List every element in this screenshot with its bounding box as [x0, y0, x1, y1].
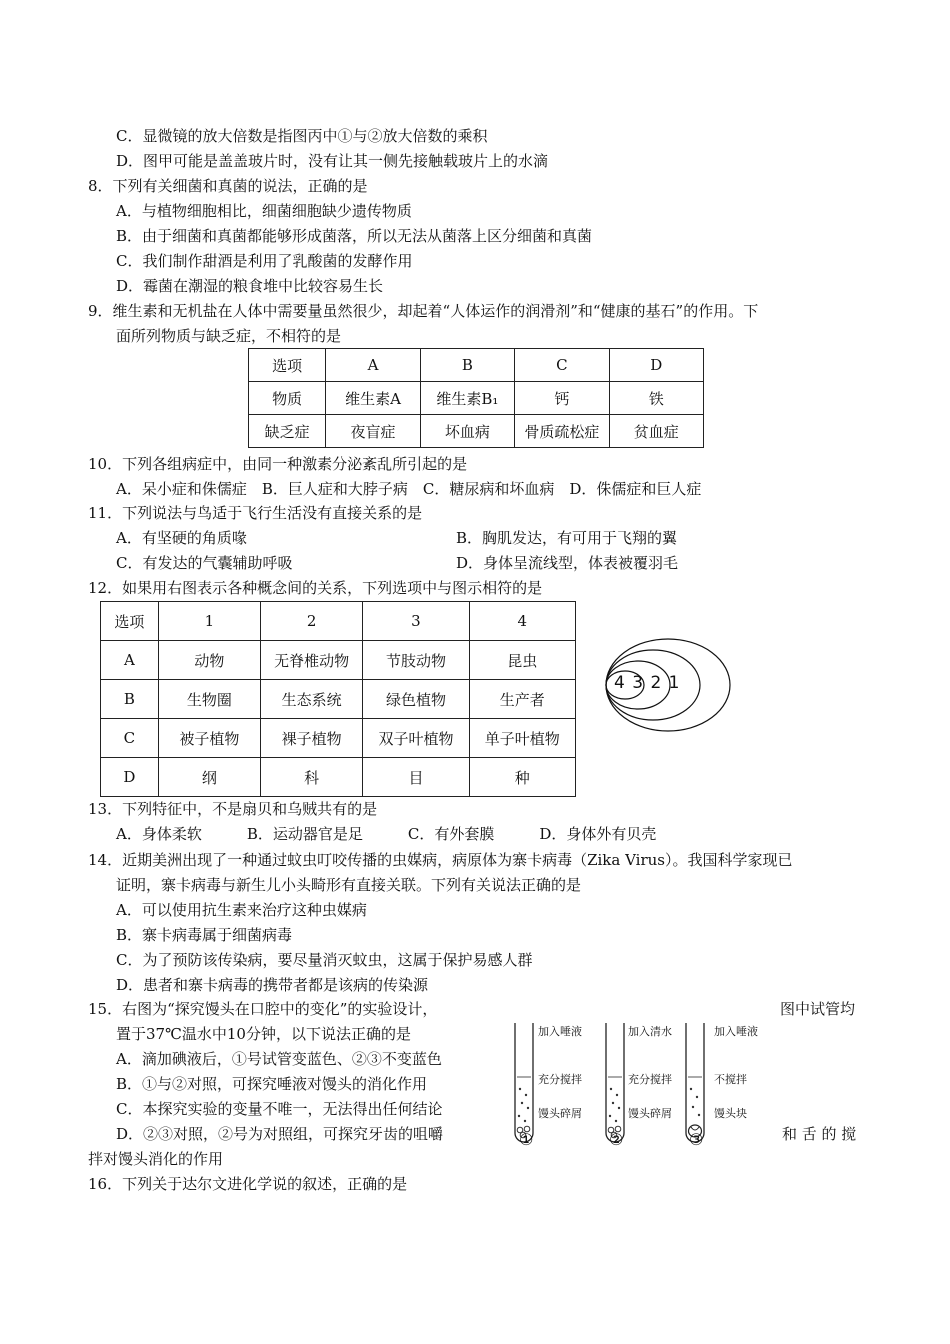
q12-cell: 绿色植物	[363, 680, 469, 719]
q8-option-b: B．由于细菌和真菌都能够形成菌落，所以无法从菌落上区分细菌和真菌	[116, 227, 593, 245]
q12-cell: 生物圈	[158, 680, 260, 719]
q8-option-a: A．与植物细胞相比，细菌细胞缺少遗传物质	[116, 202, 412, 220]
q9-cell: 物质	[249, 382, 326, 415]
q11-option-b: B．胸肌发达，有可用于飞翔的翼	[456, 529, 678, 547]
q12-cell: D	[101, 758, 159, 797]
concept-diagram-labels: 4 3 2 1	[614, 673, 680, 693]
q15-option-b: B．①与②对照，可探究唾液对馒头的消化作用	[116, 1075, 428, 1093]
q15-stem-line2: 置于37℃温水中10分钟，以下说法正确的是	[116, 1025, 411, 1043]
test-tube-3	[686, 1023, 704, 1142]
q15-option-d-line2: 拌对馒头消化的作用	[88, 1150, 224, 1168]
q12-cell: B	[101, 680, 159, 719]
q14-option-c: C．为了预防该传染病，要尽量消灭蚊虫，这属于保护易感人群	[116, 951, 533, 969]
q9-cell: 维生素A	[326, 382, 420, 415]
tube-2-label-top: 加入清水	[628, 1025, 672, 1038]
q11-stem: 11．下列说法与鸟适于飞行生活没有直接关系的是	[88, 504, 423, 522]
q12-cell: 生产者	[469, 680, 575, 719]
q8-option-d: D．霉菌在潮湿的粮食堆中比较容易生长	[116, 277, 384, 295]
q14-stem-line1: 14．近期美洲出现了一种通过蚊虫叮咬传播的虫媒病，病原体为寨卡病毒（Zika Virus）。我国科学家现已	[88, 851, 793, 869]
q12-cell: 种	[469, 758, 575, 797]
q12-cell: 裸子植物	[261, 719, 363, 758]
q12-header-cell: 4	[469, 602, 575, 641]
q7-option-c: C．显微镜的放大倍数是指图丙中①与②放大倍数的乘积	[116, 127, 488, 145]
q14-stem-line2: 证明，寨卡病毒与新生儿小头畸形有直接关联。下列有关说法正确的是	[116, 876, 582, 894]
q12-cell: A	[101, 641, 159, 680]
q14-option-b: B．寨卡病毒属于细菌病毒	[116, 926, 293, 944]
q10-stem: 10．下列各组病症中，由同一种激素分泌紊乱所引起的是	[88, 455, 468, 473]
q11-option-a: A．有坚硬的角质喙	[116, 529, 247, 547]
q15-option-c: C．本探究实验的变量不唯一，无法得出任何结论	[116, 1100, 443, 1118]
q8-stem: 8．下列有关细菌和真菌的说法，正确的是	[88, 177, 368, 195]
q12-header-cell: 1	[158, 602, 260, 641]
q16-stem: 16．下列关于达尔文进化学说的叙述，正确的是	[88, 1175, 408, 1193]
q12-table	[100, 601, 576, 797]
q9-header-cell: 选项	[249, 349, 326, 382]
test-tube-1	[515, 1023, 533, 1142]
q12-cell: 目	[363, 758, 469, 797]
q9-header-cell: C	[515, 349, 609, 382]
q12-header-cell: 3	[363, 602, 469, 641]
test-tube-2	[606, 1023, 624, 1142]
q15-option-a: A．滴加碘液后，①号试管变蓝色、②③不变蓝色	[116, 1050, 442, 1068]
tube-3-label-top: 加入唾液	[714, 1025, 758, 1038]
q12-cell: 被子植物	[158, 719, 260, 758]
q15-stem-line1: 15．右图为“探究馒头在口腔中的变化”的实验设计，	[88, 1000, 438, 1018]
q9-cell: 钙	[515, 382, 609, 415]
q12-cell: C	[101, 719, 159, 758]
tube-1-label-mid: 充分搅拌	[538, 1073, 582, 1086]
q15-option-d-end: 和 舌 的 搅	[782, 1125, 857, 1143]
q9-cell: 骨质疏松症	[515, 415, 609, 448]
q15-option-d: D．②③对照，②号为对照组，可探究牙齿的咀嚼	[116, 1125, 444, 1143]
q9-header-cell: D	[609, 349, 703, 382]
tube-3-number: ③	[689, 1130, 704, 1149]
tube-1-number: ①	[519, 1130, 534, 1149]
q10-options: A．呆小症和侏儒症 B．巨人症和大脖子病 C．糖尿病和坏血病 D．侏儒症和巨人症	[116, 480, 702, 498]
q12-cell: 无脊椎动物	[261, 641, 363, 680]
tube-2-label-bot: 馒头碎屑	[628, 1107, 672, 1120]
tube-1-label-bot: 馒头碎屑	[538, 1107, 582, 1120]
q9-header-cell: B	[420, 349, 514, 382]
q9-table	[248, 348, 704, 448]
q12-cell: 单子叶植物	[469, 719, 575, 758]
q9-stem-line2: 面所列物质与缺乏症，不相符的是	[116, 327, 342, 345]
q8-option-c: C．我们制作甜酒是利用了乳酸菌的发酵作用	[116, 252, 413, 270]
q9-cell: 贫血症	[609, 415, 703, 448]
q13-options: A．身体柔软 B．运动器官是足 C．有外套膜 D．身体外有贝壳	[116, 825, 657, 843]
tube-3-label-mid: 不搅拌	[714, 1073, 747, 1086]
q9-cell: 夜盲症	[326, 415, 420, 448]
tube-2-label-mid: 充分搅拌	[628, 1073, 672, 1086]
q12-cell: 双子叶植物	[363, 719, 469, 758]
q12-header-cell: 2	[261, 602, 363, 641]
q7-option-d: D．图甲可能是盖盖玻片时，没有让其一侧先接触载玻片上的水滴	[116, 152, 549, 170]
q15-stem-line1-end: 图中试管均	[780, 1000, 856, 1018]
q11-option-c: C．有发达的气囊辅助呼吸	[116, 554, 293, 572]
q13-stem: 13．下列特征中，不是扇贝和乌贼共有的是	[88, 800, 378, 818]
q11-option-d: D．身体呈流线型，体表被覆羽毛	[456, 554, 679, 572]
q12-cell: 昆虫	[469, 641, 575, 680]
q12-cell: 科	[261, 758, 363, 797]
q9-cell: 坏血病	[420, 415, 514, 448]
q9-cell: 缺乏症	[249, 415, 326, 448]
q12-header-cell: 选项	[101, 602, 159, 641]
q14-option-d: D．患者和寨卡病毒的携带者都是该病的传染源	[116, 976, 429, 994]
tube-2-number: ②	[609, 1130, 624, 1149]
q9-header-cell: A	[326, 349, 420, 382]
q9-cell: 维生素B₁	[420, 382, 514, 415]
q9-cell: 铁	[609, 382, 703, 415]
tube-1-label-top: 加入唾液	[538, 1025, 582, 1038]
q9-stem-line1: 9．维生素和无机盐在人体中需要量虽然很少，却起着“人体运作的润滑剂”和“健康的基石”的作用。下	[88, 302, 759, 320]
q12-stem: 12．如果用右图表示各种概念间的关系，下列选项中与图示相符的是	[88, 579, 543, 597]
q12-cell: 生态系统	[261, 680, 363, 719]
q14-option-a: A．可以使用抗生素来治疗这种虫媒病	[116, 901, 367, 919]
q12-cell: 动物	[158, 641, 260, 680]
q12-cell: 节肢动物	[363, 641, 469, 680]
tube-3-label-bot: 馒头块	[714, 1107, 747, 1120]
q12-cell: 纲	[158, 758, 260, 797]
